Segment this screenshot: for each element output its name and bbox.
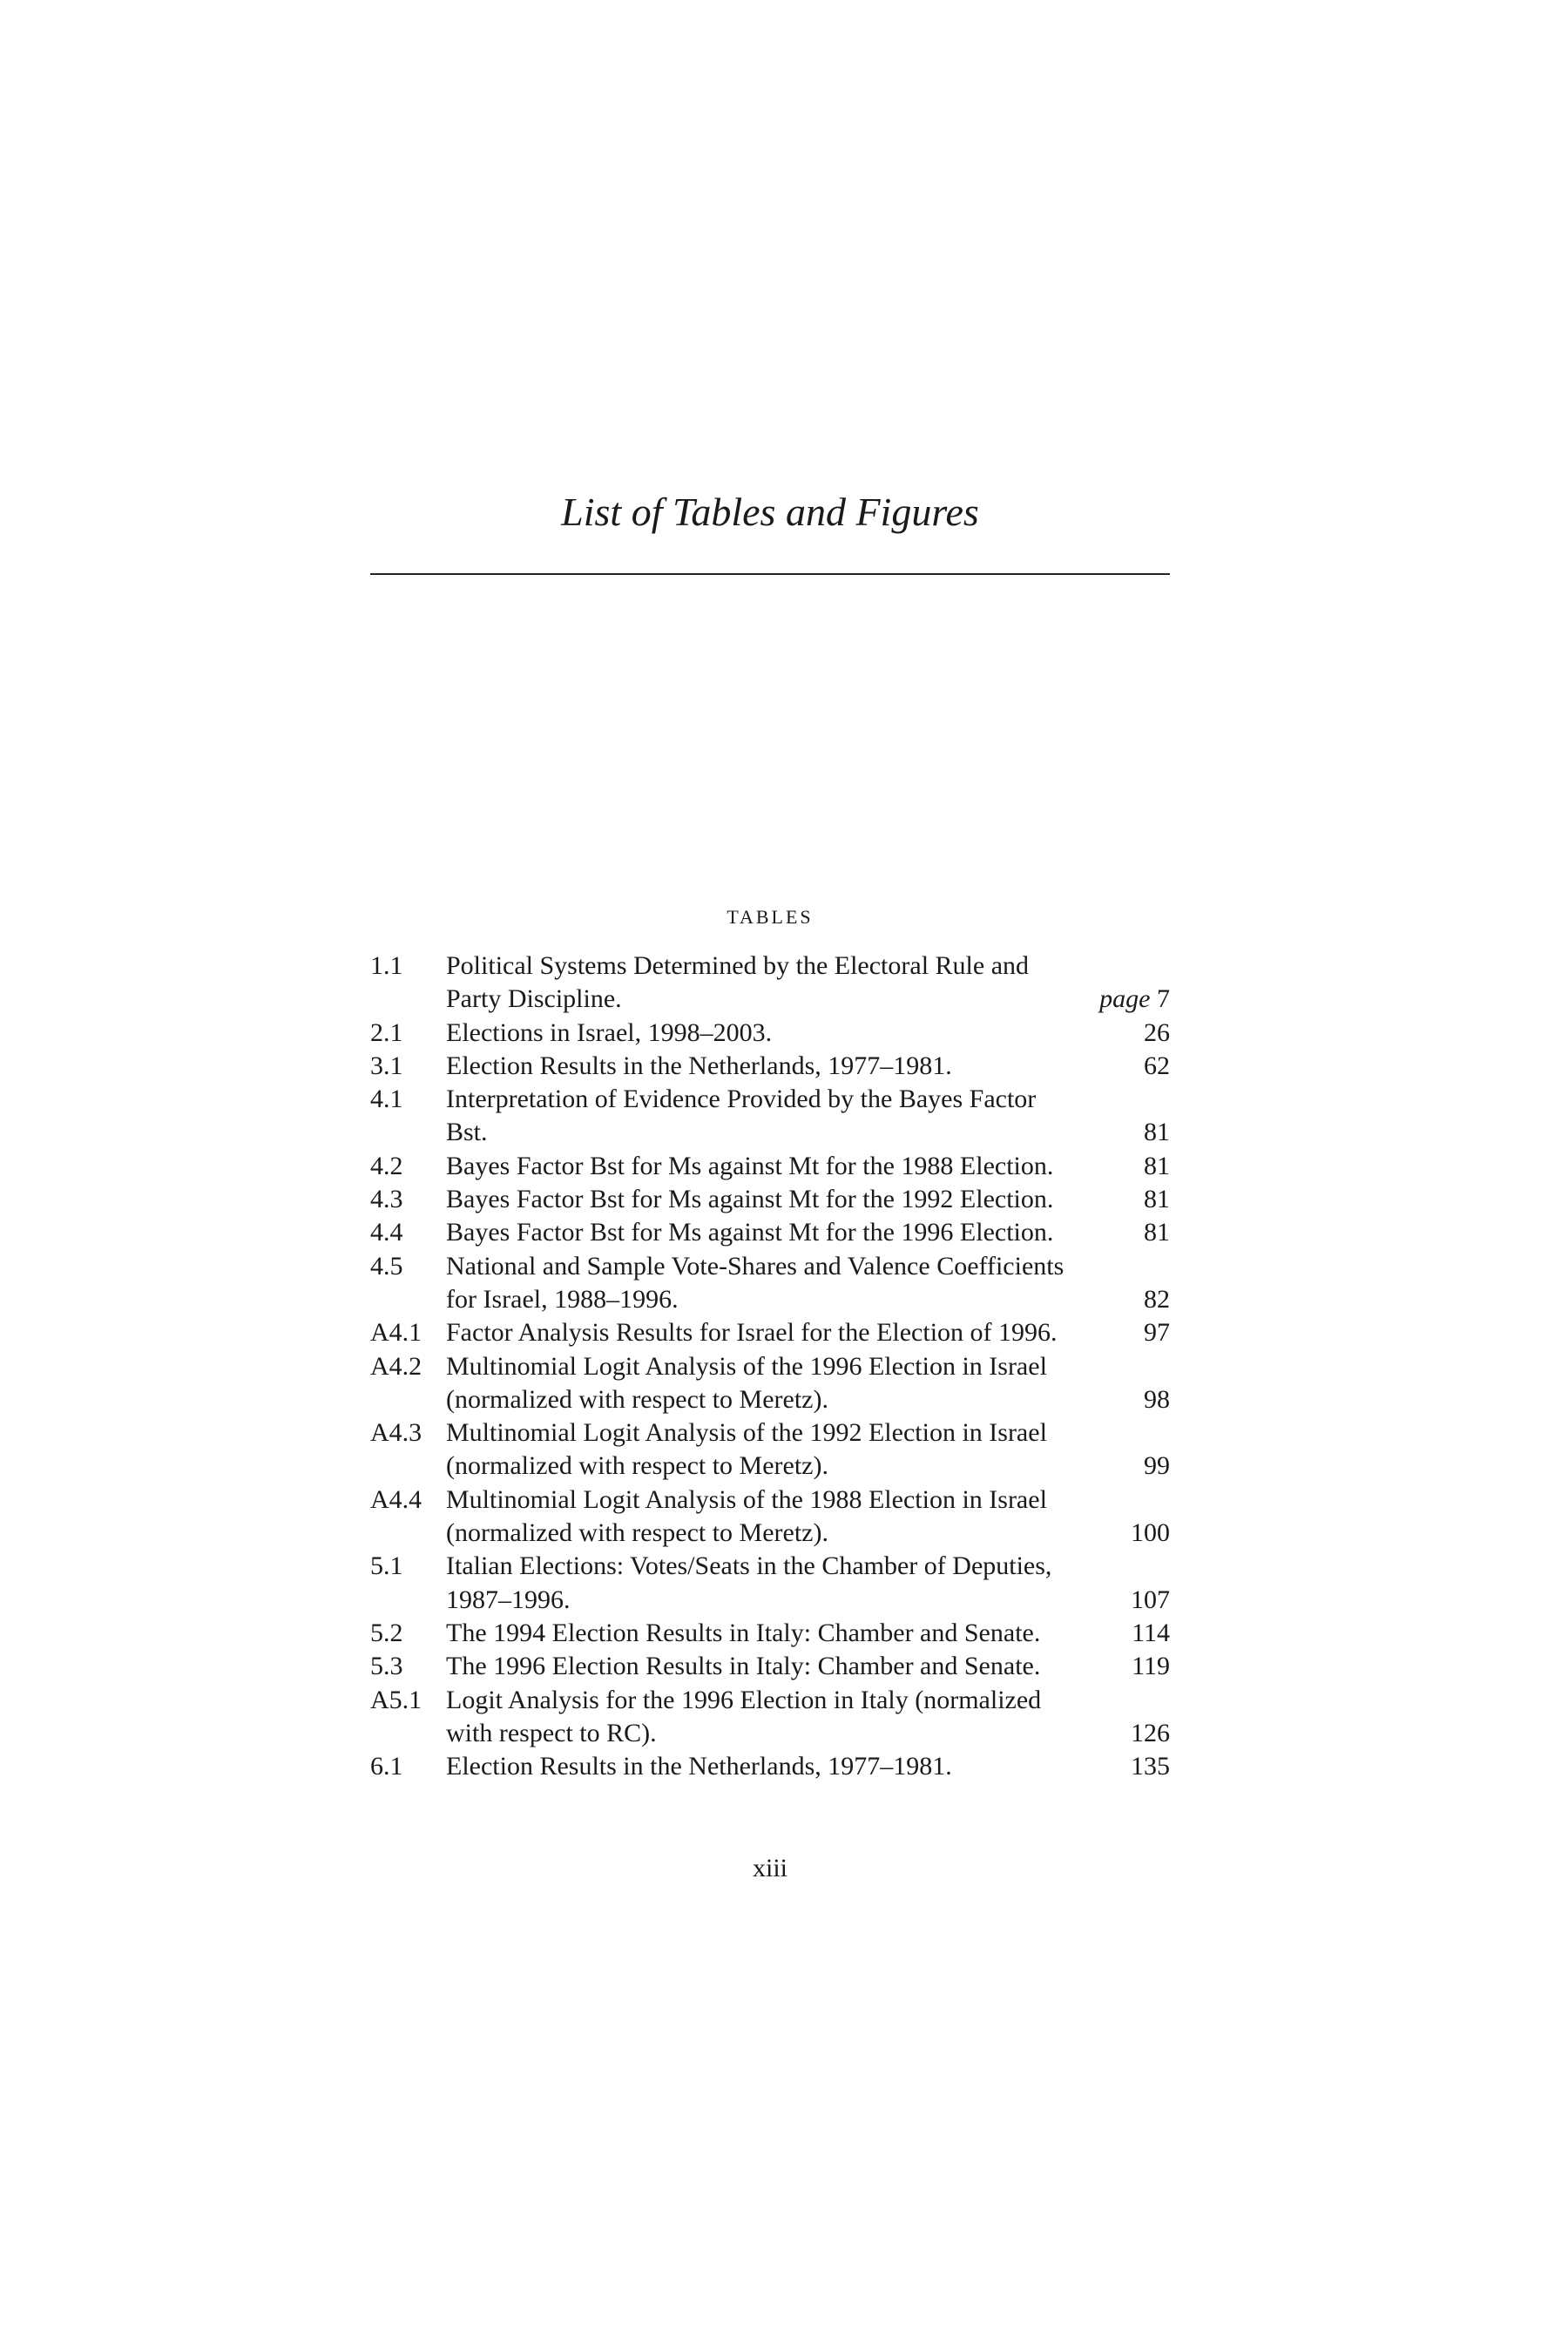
entry-title: Interpretation of Evidence Provided by the Bayes Factor Bst. <box>446 1085 1037 1147</box>
toc-entry[interactable] <box>370 1484 1170 1551</box>
entry-page: 98 <box>1144 1384 1170 1414</box>
entry-number: 4.5 <box>370 1251 403 1281</box>
toc-entry[interactable] <box>370 1350 1170 1417</box>
entry-page: 126 <box>1131 1718 1170 1747</box>
entry-title: Multinomial Logit Analysis of the 1992 Election in Israel (normalized with respect to Meretz). <box>446 1418 1047 1481</box>
entry-title: Election Results in the Netherlands, 1977–1981. <box>446 1752 952 1781</box>
entry-page: 62 <box>1144 1051 1170 1080</box>
entry-number: 5.2 <box>370 1618 403 1647</box>
entry-number: 2.1 <box>370 1017 403 1047</box>
entry-title: Bayes Factor Bst for Ms against Mt for the 1992 Election. <box>446 1185 1054 1214</box>
entry-title: Bayes Factor Bst for Ms against Mt for the 1988 Election. <box>446 1151 1054 1180</box>
entry-page: 81 <box>1144 1185 1170 1214</box>
toc-entry[interactable] <box>370 1183 1170 1216</box>
entry-number: A4.4 <box>370 1484 422 1514</box>
toc-entry[interactable] <box>370 1216 1170 1249</box>
toc-entry[interactable] <box>370 1750 1170 1783</box>
entry-title: Election Results in the Netherlands, 1977–1981. <box>446 1051 952 1080</box>
entry-number: A4.2 <box>370 1351 422 1381</box>
toc-entry[interactable] <box>370 1316 1170 1349</box>
toc-entry[interactable] <box>370 1150 1170 1183</box>
entry-number: 1.1 <box>370 951 403 980</box>
entry-number: A4.1 <box>370 1318 422 1348</box>
entry-number: 3.1 <box>370 1051 403 1080</box>
page-value: 7 <box>1157 984 1170 1014</box>
entry-title: Elections in Israel, 1998–2003. <box>446 1017 773 1047</box>
toc-entry[interactable] <box>370 1650 1170 1683</box>
entry-page: 100 <box>1131 1518 1170 1548</box>
entry-number: 5.3 <box>370 1652 403 1681</box>
entry-number: 4.4 <box>370 1218 403 1247</box>
entry-title: Multinomial Logit Analysis of the 1996 Election in Israel (normalized with respect to Meretz). <box>446 1351 1047 1414</box>
entry-page: 114 <box>1132 1618 1170 1647</box>
entry-number: A5.1 <box>370 1685 422 1714</box>
entry-page: 119 <box>1132 1652 1170 1681</box>
section-heading: TABLES <box>727 906 814 928</box>
toc-entry[interactable] <box>370 1416 1170 1484</box>
toc-entry[interactable] <box>370 1050 1170 1083</box>
entry-page: 81 <box>1144 1118 1170 1147</box>
entry-number: 6.1 <box>370 1752 403 1781</box>
entry-page <box>1099 983 1170 1016</box>
entry-page: 107 <box>1131 1585 1170 1614</box>
entry-page: 26 <box>1144 1017 1170 1047</box>
entry-page: 82 <box>1144 1284 1170 1314</box>
page-number: xiii <box>752 1854 787 1882</box>
toc-entry[interactable] <box>370 1017 1170 1050</box>
toc-entry[interactable] <box>370 1550 1170 1617</box>
entry-title: The 1996 Election Results in Italy: Chamber and Senate. <box>446 1652 1041 1681</box>
toc-entry[interactable] <box>370 1250 1170 1317</box>
entry-number: 5.1 <box>370 1551 403 1581</box>
entry-title: National and Sample Vote-Shares and Valence Coefficients for Israel, 1988–1996. <box>446 1251 1064 1314</box>
entry-page: 135 <box>1131 1752 1170 1781</box>
entry-number: 4.3 <box>370 1185 403 1214</box>
entry-number: 4.2 <box>370 1151 403 1180</box>
entry-title: Bayes Factor Bst for Ms against Mt for the 1996 Election. <box>446 1218 1054 1247</box>
entry-number: A4.3 <box>370 1418 422 1448</box>
entry-page: 97 <box>1144 1318 1170 1348</box>
page-prefix: page <box>1099 984 1151 1014</box>
toc-entry[interactable] <box>370 950 1170 1017</box>
entry-title: Political Systems Determined by the Electoral Rule and Party Discipline. <box>446 951 1030 1014</box>
entry-number: 4.1 <box>370 1085 403 1114</box>
toc-entry[interactable] <box>370 1083 1170 1150</box>
entry-title: Factor Analysis Results for Israel for the Election of 1996. <box>446 1318 1058 1348</box>
toc-entry[interactable] <box>370 1617 1170 1650</box>
entry-page: 81 <box>1144 1151 1170 1180</box>
toc-entry[interactable] <box>370 1684 1170 1751</box>
entry-page: 99 <box>1144 1451 1170 1481</box>
page-title: List of Tables and Figures <box>561 490 979 534</box>
entry-title: Multinomial Logit Analysis of the 1988 Election in Israel (normalized with respect to Meretz). <box>446 1484 1047 1548</box>
entry-title: Italian Elections: Votes/Seats in the Chamber of Deputies, 1987–1996. <box>446 1551 1052 1614</box>
entry-title: The 1994 Election Results in Italy: Chamber and Senate. <box>446 1618 1041 1647</box>
table-list <box>370 950 1170 1783</box>
entry-title: Logit Analysis for the 1996 Election in Italy (normalized with respect to RC). <box>446 1685 1042 1747</box>
entry-page: 81 <box>1144 1218 1170 1247</box>
title-rule <box>370 573 1170 575</box>
